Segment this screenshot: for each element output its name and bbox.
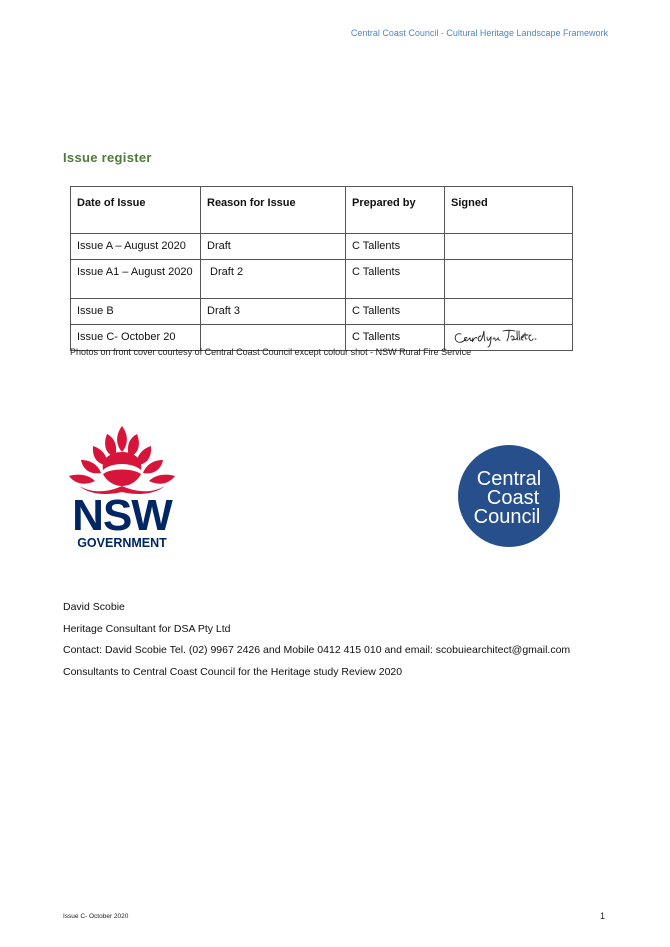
cell-reason: Draft 2 [201,260,346,299]
cell-prepared-by: C Tallents [346,260,445,299]
page-number: 1 [600,911,606,921]
cell-reason: Draft 3 [201,299,346,325]
column-header-signed: Signed [445,187,573,234]
column-header-date: Date of Issue [71,187,201,234]
cell-date: Issue C- October 20 [71,325,201,351]
column-header-prepared-by: Prepared by [346,187,445,234]
section-title: Issue register [63,150,152,165]
cell-prepared-by: C Tallents [346,325,445,351]
cell-signed [445,234,573,260]
logo-text-line2: Coast [486,487,540,509]
contact-details: Contact: David Scobie Tel. (02) 9967 2426 and Mobile 0412 415 010 and email: scobuiearchitect@gmail.com [63,644,571,656]
photo-credit-note: Photos on front cover courtesy of Central Coast Council except colour shot - NSW Rural Fire Service [70,347,472,357]
table-row [71,234,573,260]
handwritten-signature [451,326,537,348]
footer-issue: Issue C- October 2020 [63,913,129,920]
contact-name: David Scobie [63,601,125,613]
running-header: Central Coast Council - Cultural Heritage Landscape Framework [350,28,608,38]
table-row [71,260,573,299]
cell-prepared-by: C Tallents [346,299,445,325]
cell-prepared-by: C Tallents [346,234,445,260]
government-wordmark: GOVERNMENT [77,536,167,550]
nsw-wordmark: NSW [72,491,172,540]
table-header-row [71,187,573,234]
cell-date: Issue B [71,299,201,325]
central-coast-council-logo [457,444,561,548]
column-header-reason: Reason for Issue [201,187,346,234]
contact-block [63,601,570,687]
cell-signed [445,299,573,325]
issue-register-table [70,186,573,351]
nsw-government-logo [63,424,181,550]
logo-text-line1: Central [476,468,542,490]
logo-text-line3: Council [473,506,541,528]
contact-note: Consultants to Central Coast Council for the Heritage study Review 2020 [63,665,403,678]
table-row [71,299,573,325]
cell-date: Issue A – August 2020 [71,234,201,260]
contact-role: Heritage Consultant for DSA Pty Ltd [63,622,231,635]
cell-reason: Draft [201,234,346,260]
cell-date: Issue A1 – August 2020 [71,260,201,299]
waratah-icon [63,424,181,550]
cell-signed [445,260,573,299]
